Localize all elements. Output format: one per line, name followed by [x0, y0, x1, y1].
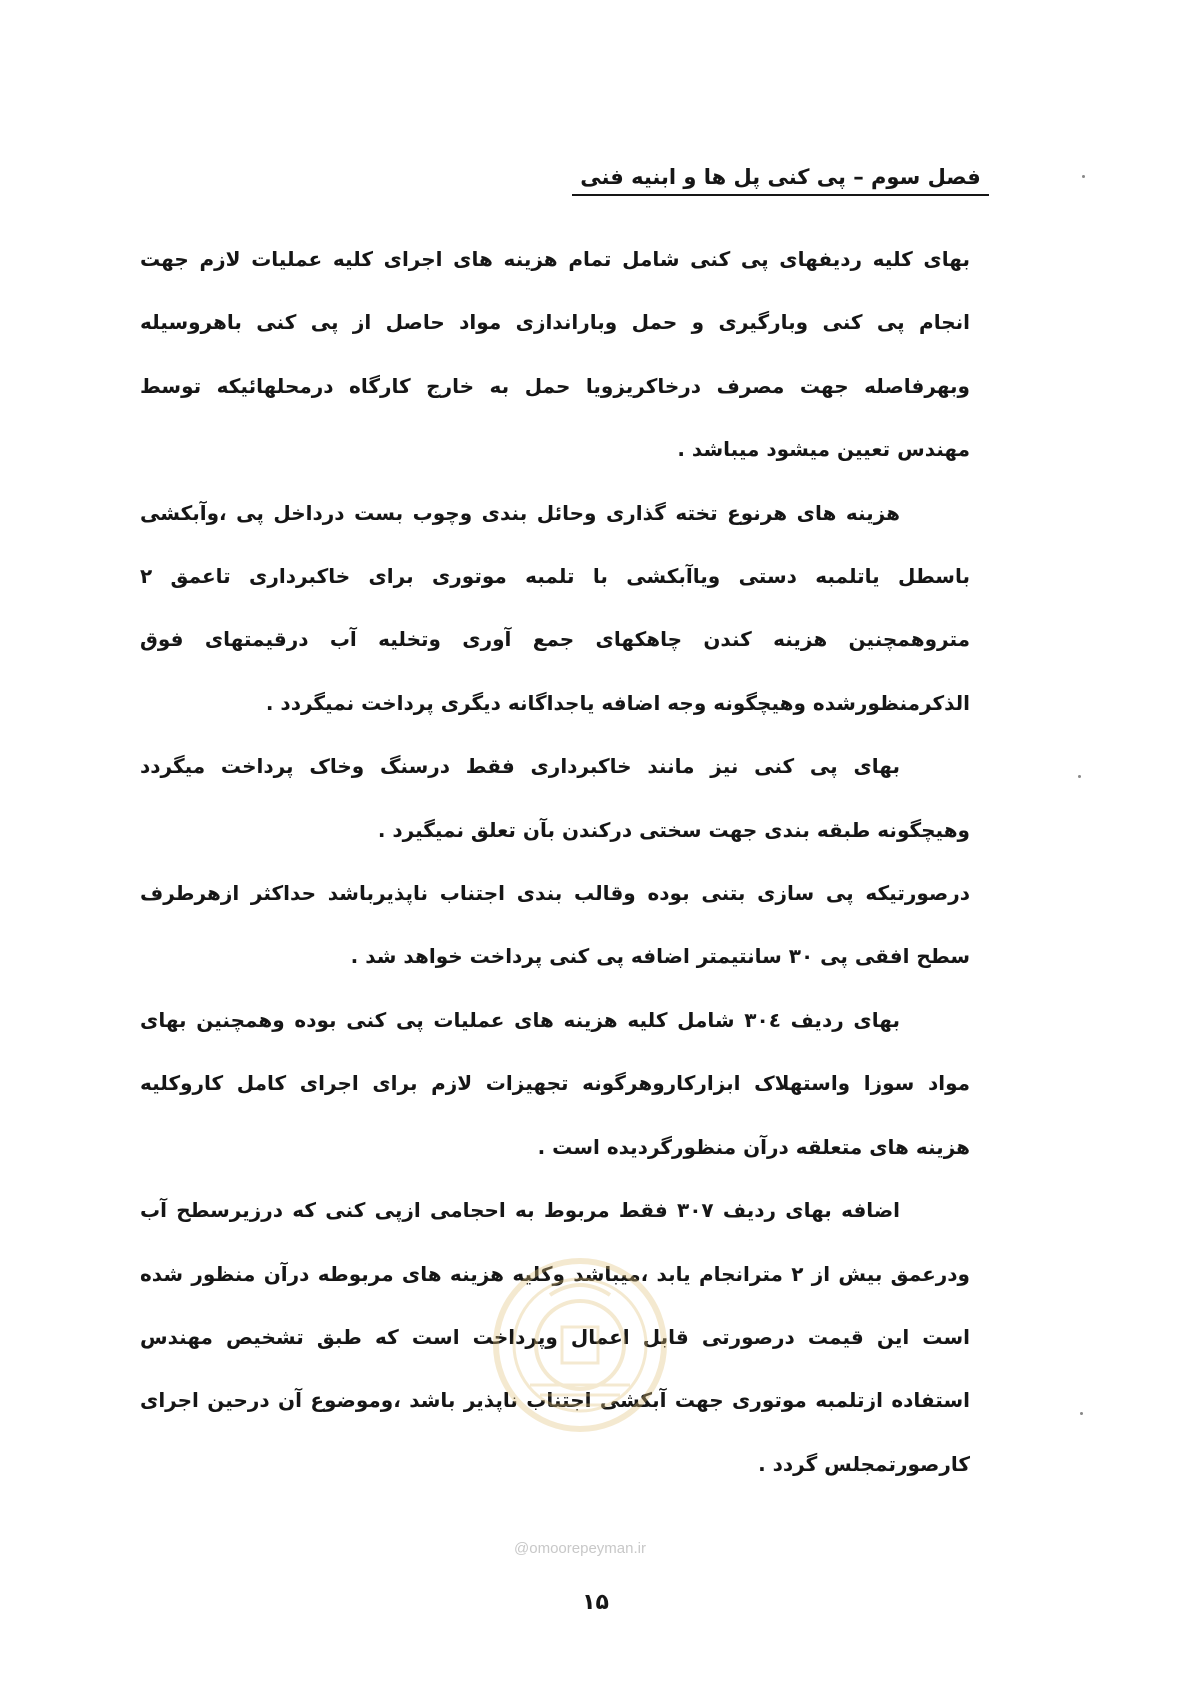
page-number: ۱۵ — [582, 1590, 609, 1615]
section-title — [0, 162, 1191, 196]
margin-dot — [1078, 775, 1081, 778]
watermark-logo-icon — [490, 1255, 670, 1435]
watermark-website: @omoorepeyman.ir — [514, 1540, 646, 1557]
margin-dot — [1082, 175, 1085, 178]
section-title-text: فصل سوم – پی کنی پل ها و ابنیه فنی — [572, 162, 989, 196]
margin-dot — [1080, 1412, 1083, 1415]
paragraph-1: بهای کلیه ردیفهای پی کنی شامل تمام هزینه های اجرای کلیه عملیات لازم جهت انجام پی کنی وبارگیری و حمل وباراندازی مواد حاصل از پی کنی باهروسیله وبهرفاصله جهت مصرف درخاکریزویا حمل به خارج کارگاه درمحلهائیکه توسط مهندس تعیین میشود میباشد . — [140, 247, 970, 462]
paragraph-4: درصورتیکه پی سازی بتنی بوده وقالب بندی اجتناب ناپذیرباشد حداکثر ازهرطرف سطح افقی پی ۳۰ سانتیمتر اضافه پی کنی پرداخت خواهد شد . — [140, 881, 970, 969]
paragraph-5: بهای ردیف ۳۰٤ شامل کلیه هزینه های عملیات پی کنی بوده وهمچنین بهای مواد سوزا واستهلاک ابزارکاروهرگونه تجهیزات لازم برای اجرای کامل کاروکلیه هزینه های متعلقه درآن منظورگردیده است . — [140, 1007, 970, 1159]
paragraph-3: بهای پی کنی نیز مانند خاکبرداری فقط درسنگ وخاک پرداخت میگردد وهیچگونه طبقه بندی جهت سختی درکندن بآن تعلق نمیگیرد . — [140, 754, 970, 842]
paragraph-6: اضافه بهای ردیف ۳۰۷ فقط مربوط به احجامی ازپی کنی که درزیرسطح آب ودرعمق بیش از ۲ مترانجام یابد ،میباشد وکلیه هزینه های مربوطه درآن منظور شده است این قیمت درصورتی قابل اعمال وپرداخت است که طبق تشخیص مهندس استفاده ازتلمبه موتوری جهت آبکشی اجتناب ناپذیر باشد ،وموضوع آن درحین اجرای کارصورتمجلس گردد . — [140, 1198, 970, 1476]
paragraph-2: هزینه های هرنوع تخته گذاری وحائل بندی وچوب بست درداخل پی ،وآبکشی باسطل یاتلمبه دستی ویاآبکشی با تلمبه موتوری برای خاکبرداری تاعمق ۲ متروهمچنین هزینه کندن چاهکهای جمع آوری وتخلیه آب درقیمتهای فوق الذکرمنظورشده وهیچگونه وجه اضافه یاجداگانه دیگری پرداخت نمیگردد . — [140, 500, 970, 715]
